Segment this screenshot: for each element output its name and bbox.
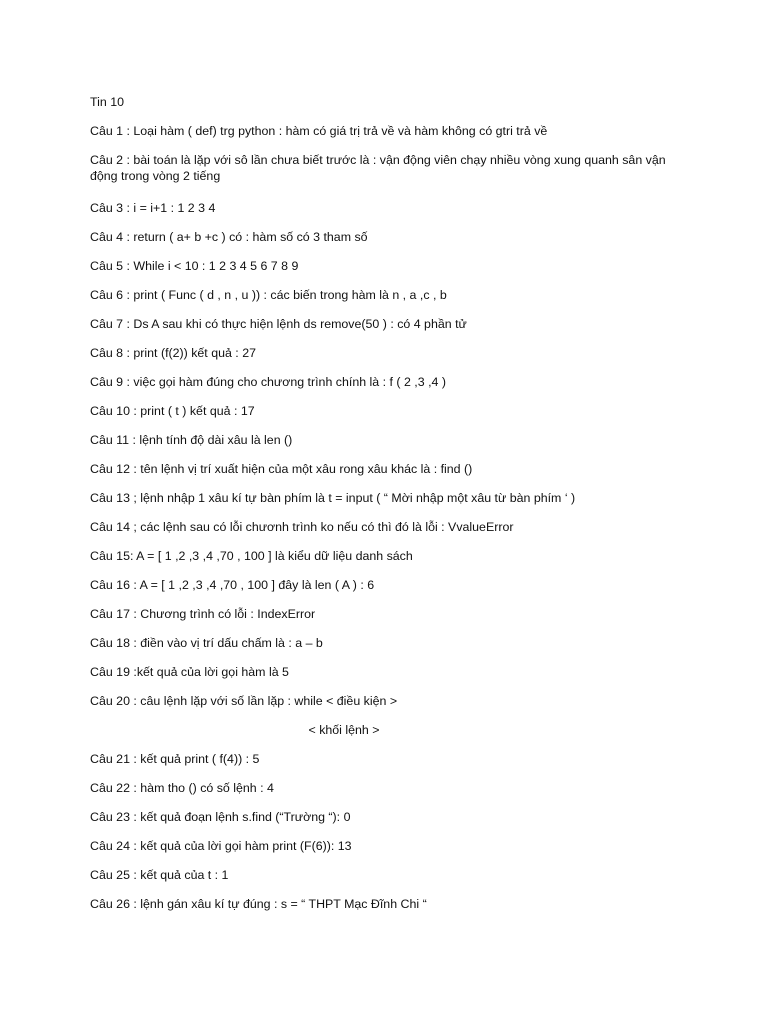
question-line-9: Câu 9 : việc gọi hàm đúng cho chương trình chính là : f ( 2 ,3 ,4 ) [90, 375, 446, 389]
question-line-6: Câu 6 : print ( Func ( d , n , u )) : các biến trong hàm là n , a ,c , b [90, 288, 447, 302]
question-line-12: Câu 12 : tên lệnh vị trí xuất hiện của một xâu rong xâu khác là : find () [90, 462, 473, 476]
question-line-1: Câu 1 : Loại hàm ( def) trg python : hàm có giá trị trả về và hàm không có gtri trả về [90, 124, 548, 138]
question-line-20: Câu 20 : câu lệnh lặp với số lần lặp : while < điều kiện > [90, 694, 398, 708]
question-line-10: Câu 10 : print ( t ) kết quả : 17 [90, 404, 255, 418]
question-line-25: Câu 25 : kết quả của t : 1 [90, 868, 229, 882]
question-line-13: Câu 13 ; lệnh nhập 1 xâu kí tự bàn phím là t = input ( “ Mời nhập một xâu từ bàn phím ‘ ) [90, 491, 576, 505]
question-line-5: Câu 5 : While i < 10 : 1 2 3 4 5 6 7 8 9 [90, 259, 299, 273]
question-line-22: Câu 22 : hàm tho () có số lệnh : 4 [90, 781, 274, 795]
question-line-21: Câu 21 : kết quả print ( f(4)) : 5 [90, 752, 260, 766]
question-line-18: Câu 18 : điền vào vị trí dấu chấm là : a – b [90, 636, 323, 650]
question-line-3: Câu 3 : i = i+1 : 1 2 3 4 [90, 201, 216, 215]
question-line-16: Câu 16 : A = [ 1 ,2 ,3 ,4 ,70 , 100 ] đây là len ( A ) : 6 [90, 578, 375, 592]
question-line-2: Câu 2 : bài toán là lặp với sô lần chưa biết trước là : vận động viên chạy nhiều vòng xung quanh sân vận động trong vòng 2 tiếng [90, 153, 666, 183]
question-line-4: Câu 4 : return ( a+ b +c ) có : hàm số có 3 tham số [90, 230, 368, 244]
question-line-8: Câu 8 : print (f(2)) kết quả : 27 [90, 346, 256, 360]
question-line-17: Câu 17 : Chương trình có lỗi : IndexError [90, 607, 316, 621]
question-line-11: Câu 11 : lệnh tính độ dài xâu là len () [90, 433, 293, 447]
question-line-14: Câu 14 ; các lệnh sau có lỗi chươnh trình ko nếu có thì đó là lỗi : VvalueError [90, 520, 514, 534]
question-line-7: Câu 7 : Ds A sau khi có thực hiện lệnh ds remove(50 ) : có 4 phần tử [90, 317, 467, 331]
question-line-24: Câu 24 : kết quả của lời gọi hàm print (F(6)): 13 [90, 839, 352, 853]
question-line-26: Câu 26 : lệnh gán xâu kí tự đúng : s = “ THPT Mạc Đĩnh Chi “ [90, 897, 427, 911]
question-line-19: Câu 19 :kết quả của lời gọi hàm là 5 [90, 665, 289, 679]
document-title: Tin 10 [90, 95, 124, 109]
question-line-23: Câu 23 : kết quả đoạn lệnh s.find (“Trường “): 0 [90, 810, 351, 824]
question-line-15: Câu 15: A = [ 1 ,2 ,3 ,4 ,70 , 100 ] là kiểu dữ liệu danh sách [90, 549, 413, 563]
question-line-20-continuation: < khối lệnh > [308, 723, 380, 737]
